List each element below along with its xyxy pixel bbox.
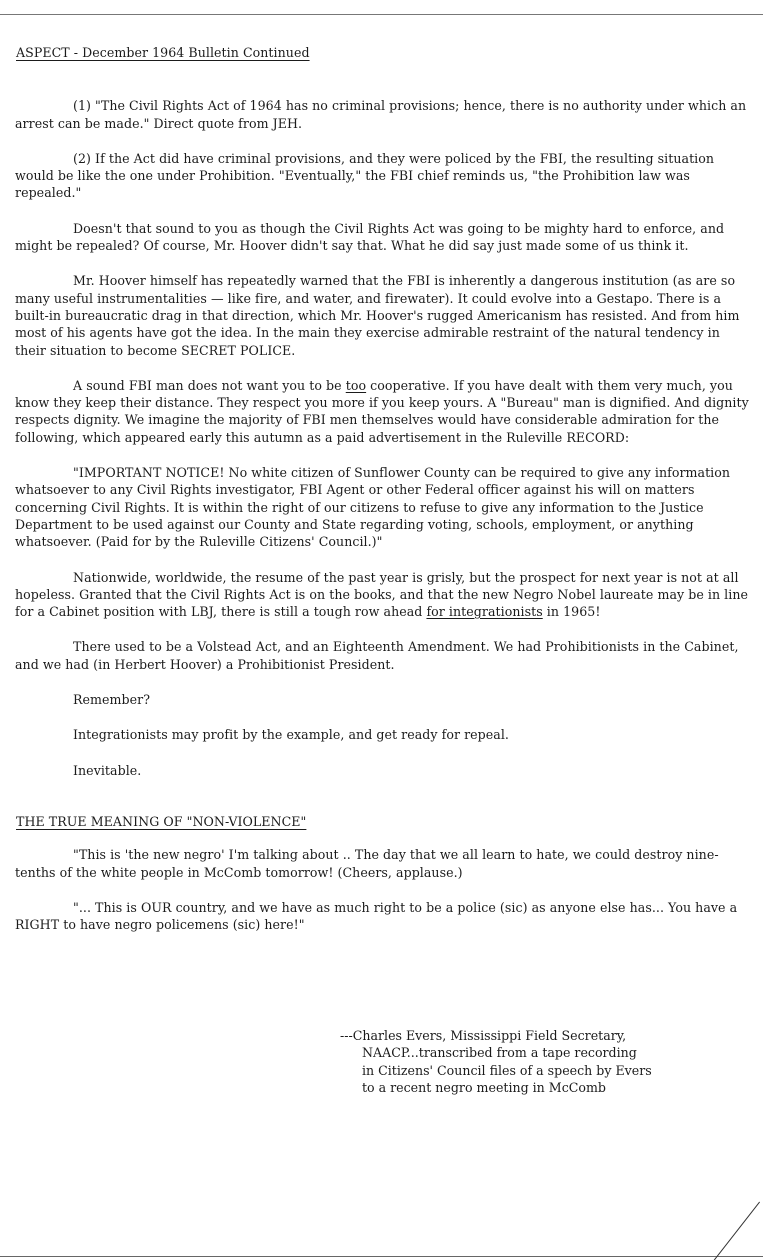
paragraph-7-part-a: Nationwide, worldwide, the resume of the past year is grisly, but the prospect for next year is not at all hopeless. Granted that the Civil Rights Act is on the books, and that the new Negro Nobel laureate may be in line for a Cabinet position with LBJ, there is still a tough row ahead (15, 569, 749, 620)
corner-fold-mark (713, 1200, 763, 1260)
section-heading-non-violence: THE TRUE MEANING OF "NON-VIOLENCE" (16, 813, 307, 829)
paragraph-notice: "IMPORTANT NOTICE! No white citizen of Sunflower County can be required to give any information whatsoever to any Civil Rights investigator, FBI Agent or other Federal officer against his will on matters concerning Civil Rights. It is within the right of our citizens to refuse to give any information to the Justice Department to be used against our County and State regarding voting, schools, employment, or anything whatsoever. (Paid for by the Ruleville Citizens' Council.)" (15, 465, 731, 550)
paragraph-2: (2) If the Act did have criminal provisions, and they were policed by the FBI, the resulting situation would be like the one under Prohibition. "Eventually," the FBI chief reminds us, "the Prohibition law was repealed." (15, 150, 715, 201)
bottom-border (0, 1256, 763, 1257)
attribution-line-1: ---Charles Evers, Mississippi Field Secretary, (340, 1028, 627, 1043)
paragraph-1: (1) "The Civil Rights Act of 1964 has no criminal provisions; hence, there is no authority under which an arrest can be made." Direct quote from JEH. (15, 98, 747, 131)
quote-paragraph-1: "This is 'the new negro' I'm talking about .. The day that we all learn to hate, we could destroy nine-tenths of the white people in McComb tomorrow! (Cheers, applause.) (15, 847, 719, 880)
paragraph-5-part-a: A sound FBI man does not want you to be (73, 377, 346, 393)
attribution-line-4: to a recent negro meeting in McComb (362, 1079, 606, 1095)
paragraph-7-underlined: for integrationists (426, 604, 543, 620)
paragraph-9: Remember? (73, 692, 151, 708)
quote-paragraph-2: "... This is OUR country, and we have as much right to be a police (sic) as anyone else has... You have a RIGHT to have negro policemens (sic) here!" (15, 899, 738, 933)
attribution-line-3: in Citizens' Council files of a speech by Evers (362, 1062, 652, 1078)
paragraph-10: Integrationists may profit by the example, and get ready for repeal. (73, 727, 509, 743)
paragraph-5-part-b: cooperative. If you have dealt with them very much, you know they keep their distance. They respect you more if you keep yours. A "Bureau" man is dignified. And dignity respects dignity. We imagine the majority of FBI men themselves would have considerable admiration for the following, which appeared early this autumn as a paid advertisement in the Ruleville RECORD: (15, 377, 749, 445)
attribution-block (340, 1027, 740, 1096)
paragraph-4: Mr. Hoover himself has repeatedly warned that the FBI is inherently a dangerous institution (as are so many useful instrumentalities — like fire, and water, and firewater). It could evolve into a Gestapo. There is a built-in bureaucratic drag in that direction, which Mr. Hoover's rugged Americanism has resisted. And from him most of his agents have got the idea. In the main they exercise admirable restraint of the natural tendency in their situation to become SECRET POLICE. (15, 273, 740, 358)
paragraph-5 (15, 377, 753, 446)
paragraph-7-part-b: in 1965! (542, 604, 601, 620)
paragraph-7 (15, 569, 753, 621)
attribution-line-2: NAACP...transcribed from a tape recording (362, 1045, 637, 1061)
document-body (15, 44, 753, 933)
paragraph-3: Doesn't that sound to you as though the Civil Rights Act was going to be mighty hard to enforce, and might be repealed? Of course, Mr. Hoover didn't say that. What he did say just made some of us think it. (15, 220, 725, 254)
paragraph-8: There used to be a Volstead Act, and an Eighteenth Amendment. We had Prohibitionists in the Cabinet, and we had (in Herbert Hoover) a Prohibitionist President. (15, 639, 739, 672)
paragraph-5-underlined: too (345, 377, 367, 393)
paragraph-11: Inevitable. (73, 762, 142, 778)
section-heading-aspect: ASPECT - December 1964 Bulletin Continued (16, 45, 310, 60)
top-border (0, 0, 763, 15)
